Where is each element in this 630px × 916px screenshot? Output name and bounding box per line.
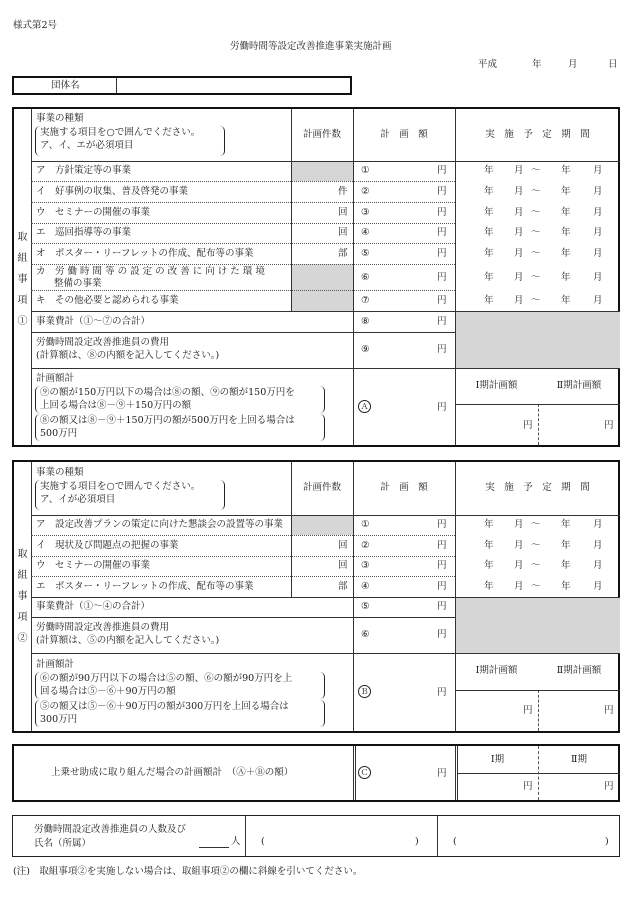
page-title: 労働時間等設定改善推進事業実施計画: [230, 41, 392, 52]
s1-promoter-yen: 円: [437, 344, 447, 355]
s2-expense-label: 事業費計（①～④の合計）: [36, 601, 151, 612]
s2-period-2-label: Ⅱ期計画額: [556, 665, 602, 676]
staff-count-unit: 人: [231, 836, 241, 847]
total-period-1-yen: 円: [523, 781, 533, 792]
s1-count-header: 計画件数: [302, 129, 341, 140]
s2-plan-mark: Ｂ: [358, 685, 371, 698]
staff-count-underline[interactable]: [199, 847, 229, 848]
s1-period-1-label: Ⅰ期計画額: [475, 380, 518, 391]
total-table: [12, 744, 620, 802]
s2-promoter-label: 労働時間設定改善推進員の費用: [36, 622, 170, 633]
section-2-side-label: 取組事項②: [17, 549, 28, 644]
s2-period-1-label: Ⅰ期計画額: [475, 665, 518, 676]
s2-type-note: 実施する項目を○で囲んでください。 ア、イが必須項目: [35, 480, 225, 510]
s2-expense-yen: 円: [437, 601, 447, 612]
date-year: 年: [532, 59, 542, 70]
section-2-table: 取組事項② 事業の種類 実施する項目を○で囲んでください。 ア、イが必須項目 計画件数 計 画 額 実 施 予 定 期 間 ア 設定改善プランの策定に向けた懇談会の設置等の事業 ① 円 年 月 ～ 年 月 イ 現状及び問題点の把握の事業 回 ② 円 年 月 ～ 年 月 ウ セミナーの開催の事業 回 ③ 円 年 月 ～ 年 月 エ ポスター・リーフレットの作成、配布等の事業 部 ④ 円 年 月 ～ 年 月 事業費計（①～④の合計） ⑤ 円 労働時間設定改善推進員の費用 (計算額は、⑤の内額を記入してください。) ⑥ 円 計画額計 ⑥の額が90万円以下の場合は⑤の額、⑥の額が90万円を上 回る場合は⑤－⑥＋90万円の額 ⑤の額又は⑤－⑥＋90万円の額が300万円を上回る場合は 300万円 Ｂ 円 Ⅰ期計画額 Ⅱ期計画額 円 円: [12, 460, 620, 733]
date-day: 日: [608, 59, 618, 70]
total-label: 上乗せ助成に取り組んだ場合の計画額計 （Ⓐ＋Ⓑの額）: [51, 767, 294, 778]
s1-promoter-note: (計算額は、⑧の内額を記入してください。): [36, 350, 220, 361]
s1-promoter-label: 労働時間設定改善推進員の費用: [36, 337, 170, 348]
staff-name-2-open: (: [453, 836, 457, 847]
s1-plan-title: 計画額計: [36, 373, 75, 384]
s1-plan-note-2: ⑧の額又は⑧－⑨＋150万円の額が500万円を上回る場合は 500万円: [35, 414, 325, 441]
s1-amount-header: 計 画 額: [380, 129, 428, 140]
total-yen: 円: [437, 768, 447, 779]
s1-period-header: 実 施 予 定 期 間: [485, 129, 590, 140]
org-name-box: [12, 76, 352, 95]
footnote: (注) 取組事項②を実施しない場合は、取組事項②の欄に斜線を引いてください。: [13, 866, 363, 877]
s1-plan-note-1: ⑨の額が150万円以下の場合は⑧の額、⑨の額が150万円を 上回る場合は⑧－⑨＋150万円の額: [35, 386, 325, 413]
s2-promoter-mark: ⑥: [361, 629, 370, 640]
total-period-1-label: Ⅰ期: [490, 754, 505, 765]
s2-promoter-note: (計算額は、⑤の内額を記入してください。): [36, 635, 220, 646]
s2-plan-title: 計画額計: [36, 659, 75, 670]
total-period-2-yen: 円: [604, 781, 614, 792]
s1-expense-yen: 円: [437, 316, 447, 327]
s2-amount-header: 計 画 額: [380, 482, 428, 493]
s1-period-2-yen: 円: [604, 420, 614, 431]
total-mark: Ｃ: [358, 766, 371, 779]
s1-type-title: 事業の種類: [36, 113, 84, 124]
s2-expense-mark: ⑤: [361, 601, 370, 612]
form-number: 様式第2号: [13, 20, 58, 31]
s2-type-title: 事業の種類: [36, 467, 84, 478]
date-month: 月: [568, 59, 578, 70]
total-period-2-label: Ⅱ期: [571, 754, 587, 765]
s2-promoter-yen: 円: [437, 629, 447, 640]
s1-expense-mark: ⑧: [361, 316, 370, 327]
staff-label-2: 氏名（所属）: [34, 838, 92, 849]
date-era: 平成: [478, 59, 498, 70]
org-name-label: 団体名: [51, 80, 80, 91]
s2-period-2-yen: 円: [604, 705, 614, 716]
s1-period-1-yen: 円: [523, 420, 533, 431]
staff-label: 労働時間設定改善推進員の人数及び: [34, 824, 187, 835]
s1-period-2-label: Ⅱ期計画額: [556, 380, 602, 391]
section-1-table: 取組事項① 事業の種類 実施する項目を○で囲んでください。 ア、イ、エが必須項目 計画件数 計 画 額 実 施 予 定 期 間 ア 方針策定等の事業 ① 円 年 月 ～ 年 月 イ 好事例の収集、普及啓発の事業 件 ② 円 年 月 ～ 年 月 ウ セミナーの開催の事業 回 ③ 円 年 月 ～ 年 月 エ 巡回指導等の事業 回 ④ 円 年 月 ～ 年 月 オ ポスター・リーフレットの作成、配布等の事業 部 ⑤ 円 年 月 ～ 年 月 カ 労 働 時 間 等 の 設 定 の 改 善 に 向 け た 環 境 整備の事業 ⑥ 円 年 月 ～ 年 月 キ その他必要と認められる事業 ⑦ 円 年 月 ～ 年 月 事業費計（①～⑦の合計） ⑧ 円 労働時間設定改善推進員の費用 (計算額は、⑧の内額を記入してください。) ⑨ 円 計画額計 ⑨の額が150万円以下の場合は⑧の額、⑨の額が150万円を 上回る場合は⑧－⑨＋150万円の額 ⑧の額又は⑧－⑨＋150万円の額が500万円を上回る場合は 500万円 Ａ 円 Ⅰ期計画額 Ⅱ期計画額 円 円: [12, 107, 620, 447]
s1-expense-label: 事業費計（①～⑦の合計）: [36, 316, 151, 327]
s1-plan-mark: Ａ: [358, 400, 371, 413]
s1-plan-yen: 円: [437, 402, 447, 413]
s1-type-note: 実施する項目を○で囲んでください。 ア、イ、エが必須項目: [35, 126, 225, 156]
staff-table: [12, 815, 620, 857]
section-1-side-label: 取組事項①: [17, 232, 28, 327]
s2-count-header: 計画件数: [302, 482, 341, 493]
staff-name-1-open: (: [261, 836, 265, 847]
s2-period-header: 実 施 予 定 期 間: [485, 482, 590, 493]
s2-period-1-yen: 円: [523, 705, 533, 716]
s2-plan-yen: 円: [437, 687, 447, 698]
s2-plan-note-1: ⑥の額が90万円以下の場合は⑤の額、⑥の額が90万円を上 回る場合は⑤－⑥＋90万円の額: [35, 672, 325, 699]
s1-promoter-mark: ⑨: [361, 344, 370, 355]
staff-name-2-close: ): [605, 836, 609, 847]
s2-plan-note-2: ⑤の額又は⑤－⑥＋90万円の額が300万円を上回る場合は 300万円: [35, 700, 325, 727]
staff-name-1-close: ): [415, 836, 419, 847]
